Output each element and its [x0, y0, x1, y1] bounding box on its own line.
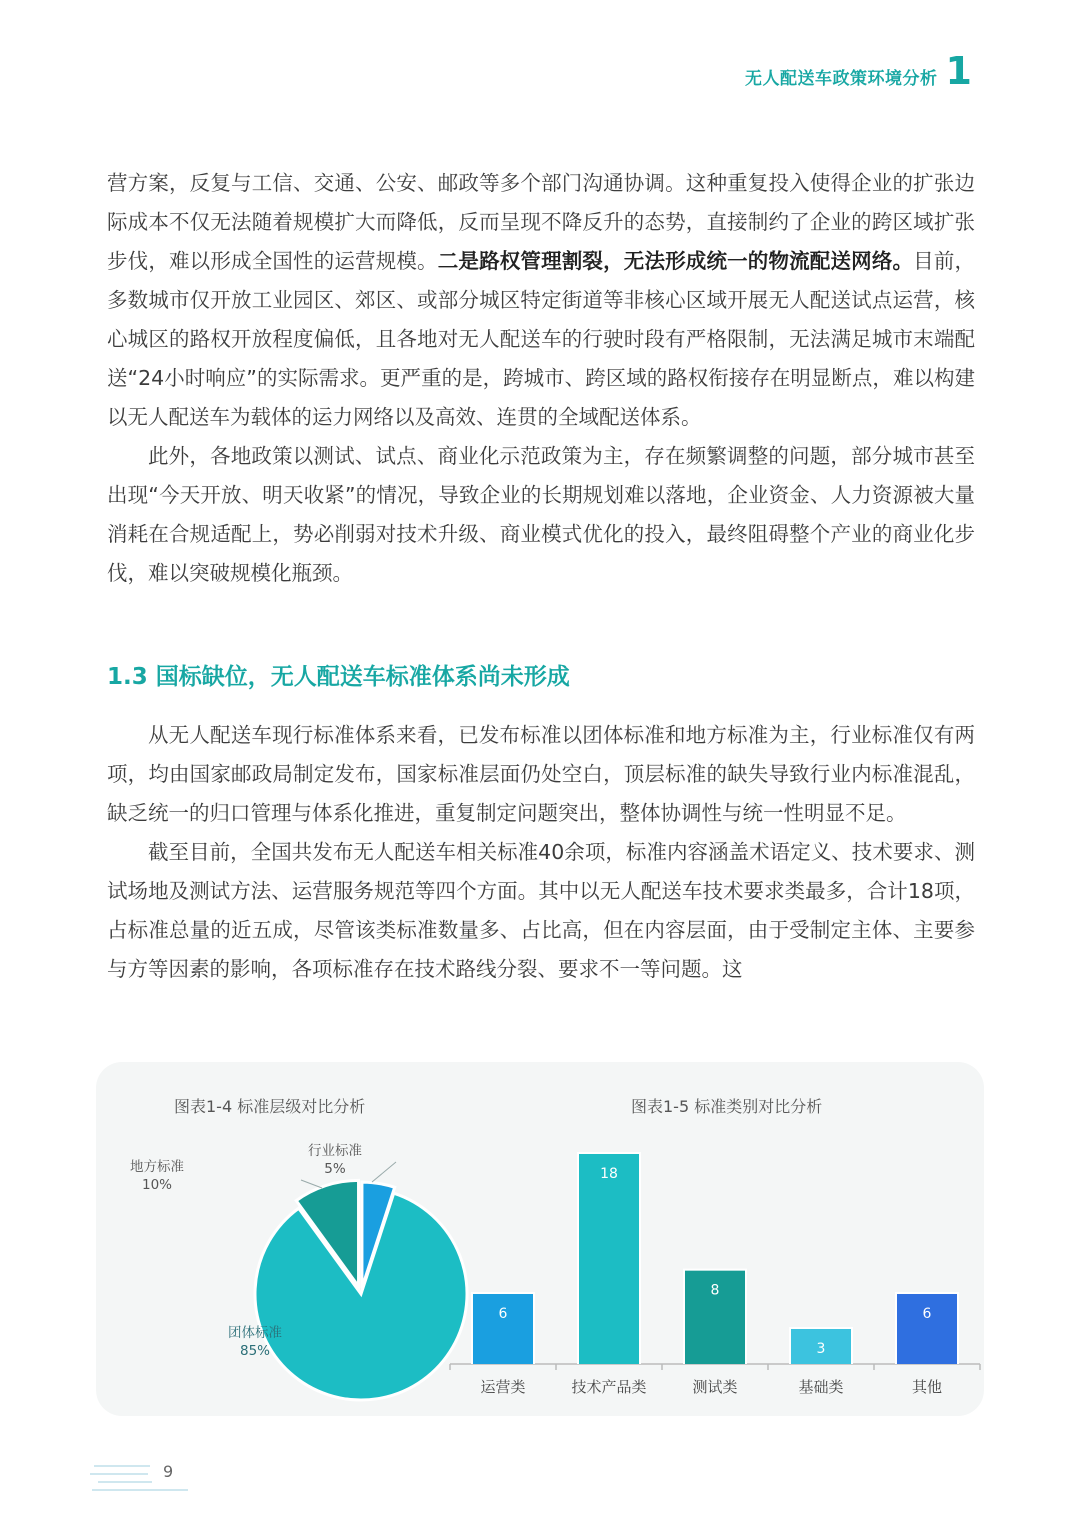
- paragraph: 从无人配送车现行标准体系来看，已发布标准以团体标准和地方标准为主，行业标准仅有两项，均由国家邮政局制定发布，国家标准层面仍处空白，顶层标准的缺失导致行业内标准混乱，缺乏统一的归口管理与体系化推进，重复制定问题突出，整体协调性与统一性明显不足。: [107, 723, 975, 825]
- bar-category-label: 基础类: [798, 1378, 844, 1396]
- bar-value-label: 18: [600, 1166, 618, 1182]
- pie-label-value: 5%: [324, 1161, 346, 1177]
- bar-category-label: 技术产品类: [571, 1378, 647, 1396]
- paragraph: [107, 164, 975, 437]
- paragraph-segment: 此外，各地政策以测试、试点、商业化示范政策为主，存在频繁调整的问题，部分城市甚至出现“今天开放、明天收紧”的情况，导致企业的长期规划难以落地，企业资金、人力资源被大量消耗在合规适配上，势必削弱对技术升级、商业模式优化的投入，最终阻碍整个产业的商业化步伐，难以突破规模化瓶颈。: [107, 444, 975, 585]
- paragraph-segment: 目前，多数城市仅开放工业园区、郊区、或部分城区特定街道等非核心区域开展无人配送试点运营，核心城区的路权开放程度偏低，且各地对无人配送车的行驶时段有严格限制，无法满足城市末端配送“24小时响应”的实际需求。更严重的是，跨城市、跨区域的路权衔接存在明显断点，难以构建以无人配送车为载体的运力网络以及高效、连贯的全域配送体系。: [107, 249, 976, 429]
- paragraph-segment-bold: 二是路权管理割裂，无法形成统一的物流配送网络。: [437, 249, 914, 273]
- paragraph: 截至目前，全国共发布无人配送车相关标准40余项，标准内容涵盖术语定义、技术要求、测试场地及测试方法、运营服务规范等四个方面。其中以无人配送车技术要求类最多，合计18项，占标准总量的近五成，尽管该类标准数量多、占比高，但在内容层面，由于受制定主体、主要参与方等因素的影响，各项标准存在技术路线分裂、要求不一等问题。这: [107, 840, 975, 981]
- bar-category-label: 运营类: [480, 1378, 526, 1396]
- pie-label-value: 85%: [239, 1343, 270, 1359]
- body-text-bottom: [107, 716, 975, 989]
- pie-chart-title: 图表1-4 标准层级对比分析: [174, 1097, 366, 1116]
- page-number: 9: [163, 1462, 174, 1481]
- bar-chart: [96, 1062, 984, 1416]
- bar-5: [897, 1294, 957, 1364]
- bar-value-label: 6: [498, 1306, 508, 1322]
- body-text-top: [107, 164, 975, 593]
- paragraph: [107, 437, 975, 593]
- header-title: 无人配送车政策环境分析: [745, 69, 938, 89]
- paragraph-segment: 营方案，反复与工信、交通、公安、邮政等多个部门沟通协调。这种重复投入使得企业的扩张边际成本不仅无法随着规模扩大而降低，反而呈现不降反升的态势，直接制约了企业的跨区域扩张步伐，难以形成全国性的运营规模。: [107, 171, 975, 273]
- pie-label-name: 地方标准: [130, 1159, 184, 1175]
- bar-value-label: 6: [922, 1306, 932, 1322]
- pie-label-name: 行业标准: [308, 1143, 362, 1159]
- chart-panel: [96, 1062, 984, 1416]
- pie-label-name: 团体标准: [228, 1325, 282, 1341]
- bar-category-label: 其他: [911, 1378, 943, 1396]
- bar-value-label: 8: [710, 1282, 720, 1299]
- pie-label-value: 10%: [141, 1177, 172, 1193]
- bar-2: [579, 1154, 639, 1364]
- bar-category-label: 测试类: [692, 1378, 738, 1396]
- bar-value-label: 3: [816, 1341, 826, 1357]
- section-title: 1.3 国标缺位，无人配送车标准体系尚未形成: [107, 664, 570, 690]
- bar-chart-title: 图表1-5 标准类别对比分析: [631, 1097, 823, 1116]
- footer-decoration: [90, 1462, 190, 1496]
- chapter-number: 1: [945, 49, 972, 93]
- bar-1: [473, 1294, 533, 1364]
- page-header: [745, 49, 972, 93]
